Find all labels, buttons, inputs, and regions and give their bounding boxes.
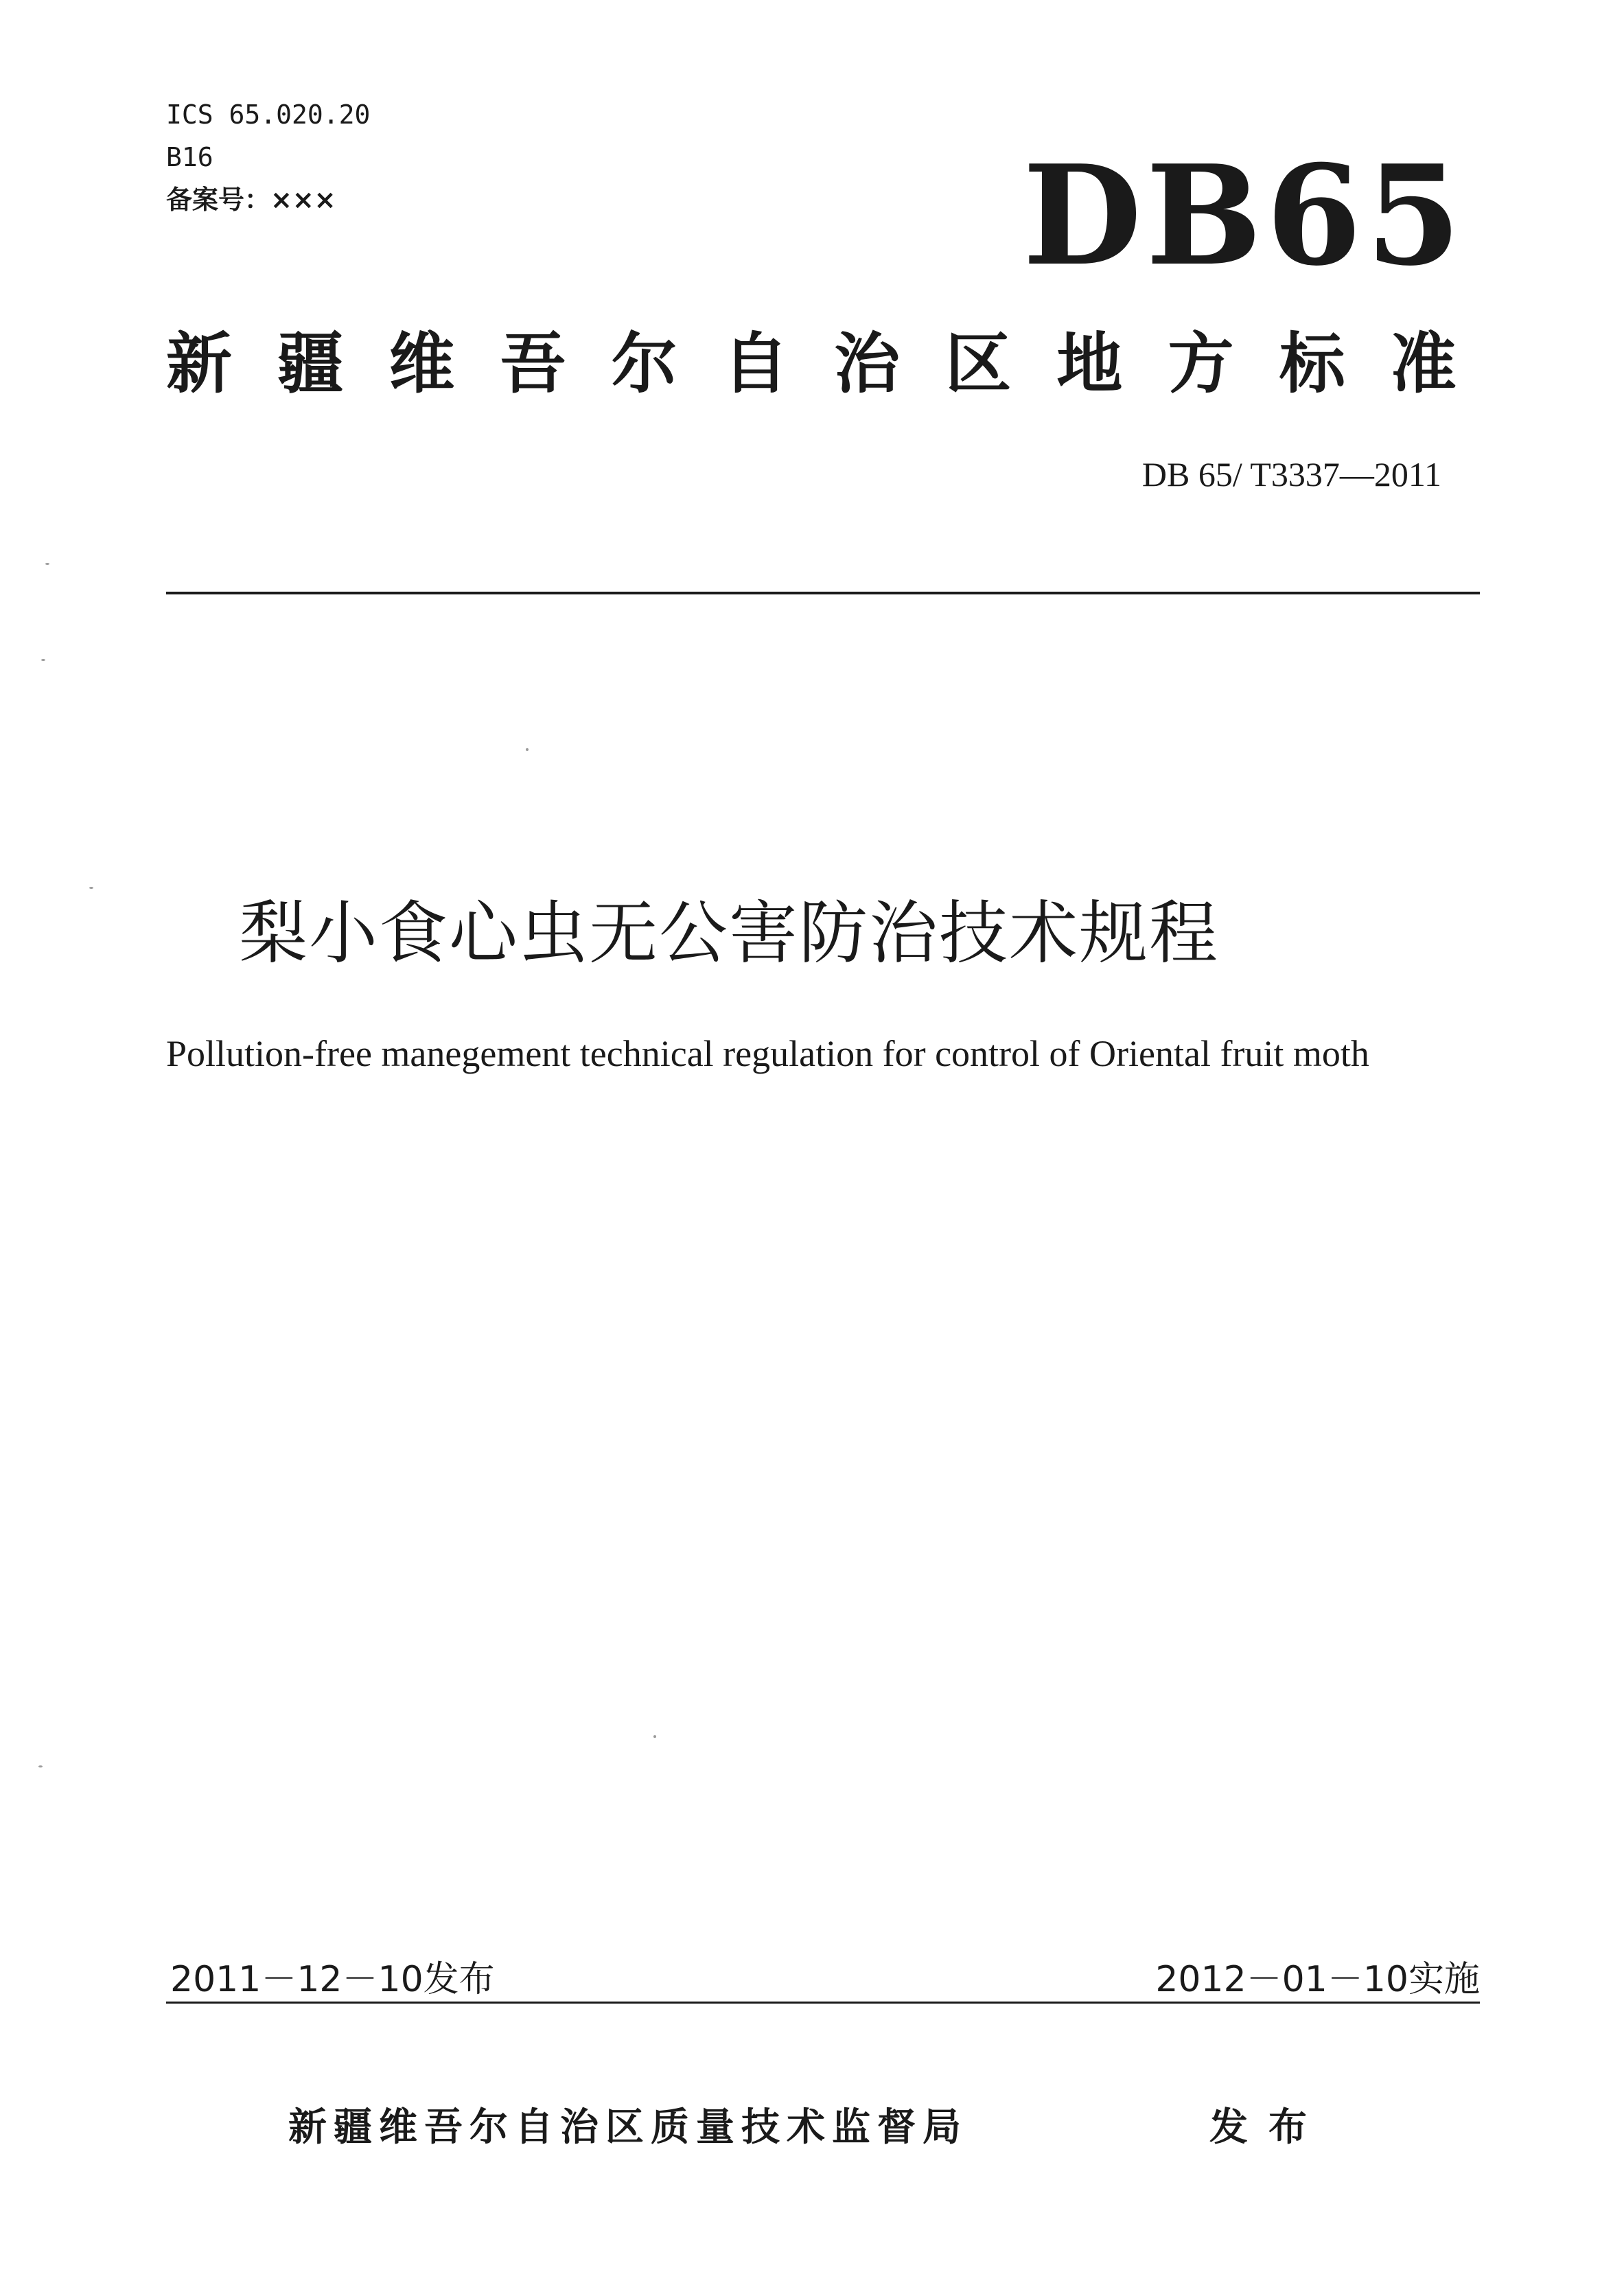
- issue-date: 2011－12－10发布: [170, 1959, 495, 2000]
- standard-type-char: 维: [388, 325, 455, 402]
- implementation-date: 2012－01－10实施: [1155, 1959, 1480, 2000]
- standard-type-char: 标: [1279, 325, 1345, 402]
- standard-type-char: 疆: [277, 325, 344, 402]
- document-title-english: Pollution-free manegement technical regulation for control of Oriental fruit moth: [166, 1033, 1369, 1074]
- scan-speck: [41, 659, 45, 661]
- scan-speck: [38, 1765, 43, 1767]
- scan-speck: [45, 563, 49, 565]
- standard-type-heading: [166, 325, 1457, 402]
- standard-type-char: 方: [1168, 325, 1234, 402]
- standard-code-logo: DB65: [1023, 135, 1465, 297]
- standard-type-char: 准: [1390, 325, 1457, 402]
- standard-number: DB 65/ T3337—2011: [1141, 455, 1441, 494]
- standard-type-char: 新: [166, 325, 232, 402]
- scan-speck: [653, 1735, 656, 1738]
- classification-code: B16: [166, 142, 213, 172]
- record-number: 备案号：×××: [166, 185, 336, 215]
- standard-type-char: 治: [834, 325, 901, 402]
- ics-code: ICS 65.020.20: [166, 100, 371, 130]
- header-divider: [166, 592, 1480, 594]
- publisher-name: 新疆维吾尔自治区质量技术监督局: [288, 2105, 968, 2150]
- standard-type-char: 吾: [500, 325, 566, 402]
- scan-speck: [89, 887, 93, 889]
- standard-type-char: 尔: [611, 325, 677, 402]
- publish-label: 发布: [1209, 2105, 1327, 2150]
- footer-divider: [166, 2002, 1480, 2004]
- scan-speck: [526, 748, 529, 751]
- standard-type-char: 地: [1056, 325, 1123, 402]
- standard-type-char: 自: [722, 325, 789, 402]
- standard-type-char: 区: [945, 325, 1012, 402]
- document-title-chinese: 梨小食心虫无公害防治技术规程: [239, 893, 1219, 973]
